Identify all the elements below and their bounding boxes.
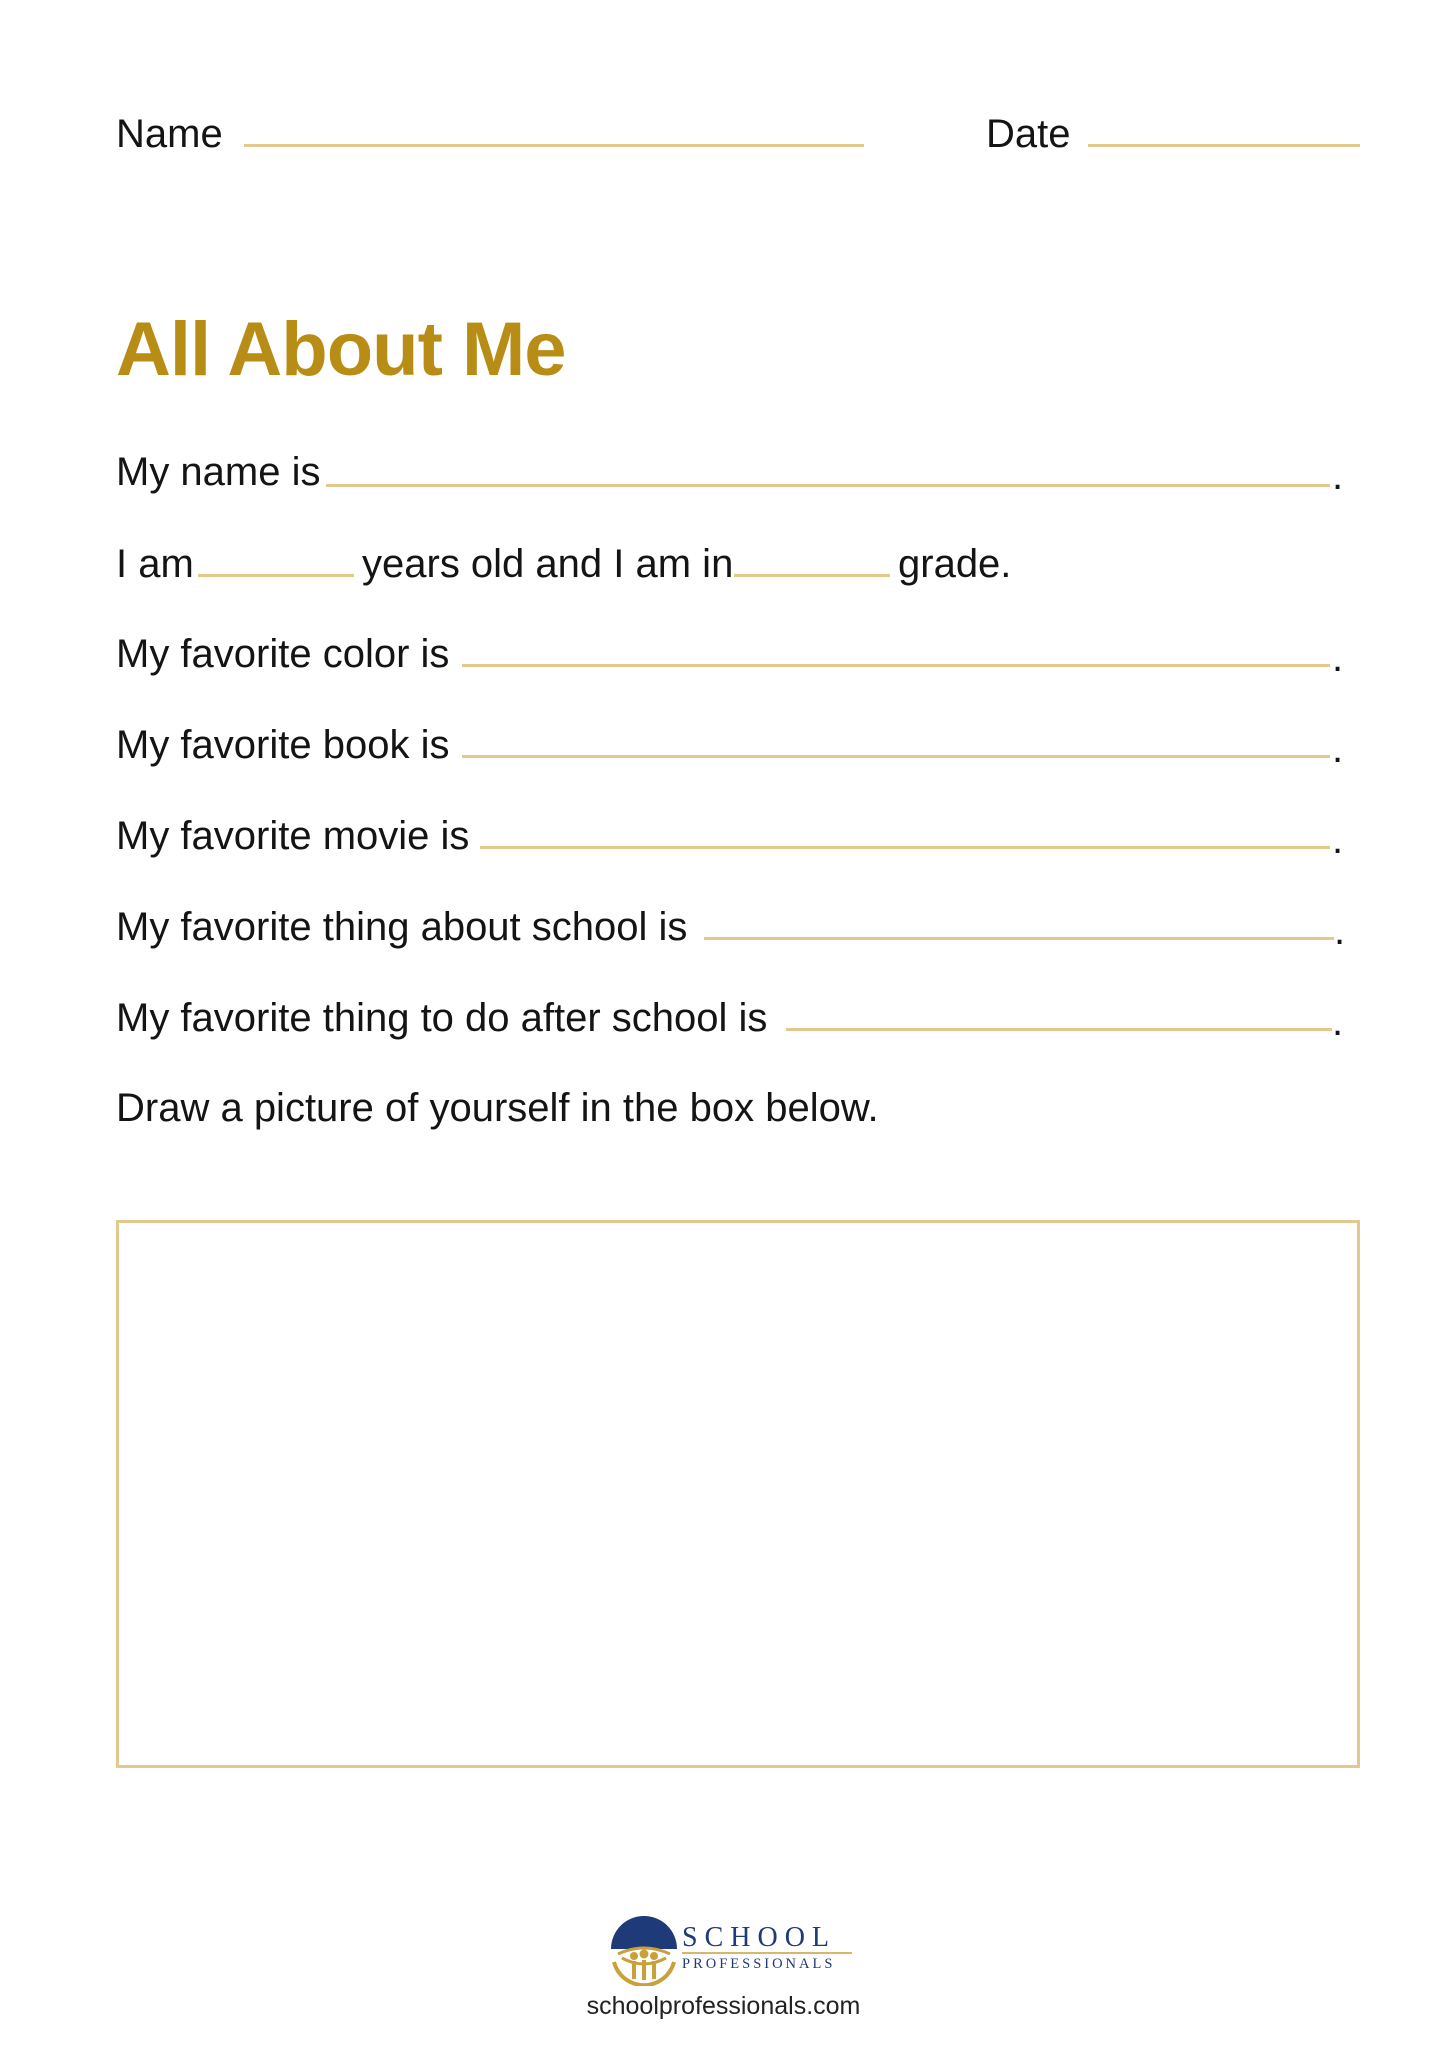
page-title: All About Me <box>116 307 566 392</box>
age-sentence-label: I am <box>116 542 194 586</box>
footer-url[interactable]: schoolprofessionals.com <box>586 1992 861 2020</box>
book-sentence-period: . <box>1332 727 1344 771</box>
after-school-sentence-label: My favorite thing to do after school is <box>116 996 768 1040</box>
book-sentence-label: My favorite book is <box>116 723 450 767</box>
logo-word-top: SCHOOL <box>682 1922 837 1953</box>
name-sentence-line[interactable] <box>326 484 1330 487</box>
date-label: Date <box>986 112 1071 156</box>
drawing-instruction: Draw a picture of yourself in the box below. <box>116 1086 879 1130</box>
book-field-line[interactable] <box>462 755 1330 758</box>
logo-emblem-icon <box>611 1916 677 1985</box>
age-field-line[interactable] <box>198 574 354 577</box>
age-sentence-suffix: grade. <box>898 542 1012 586</box>
school-field-line[interactable] <box>704 937 1334 940</box>
age-sentence-middle: years old and I am in <box>362 542 734 586</box>
color-sentence-period: . <box>1332 636 1344 680</box>
school-professionals-logo <box>608 1912 856 1986</box>
drawing-box[interactable] <box>116 1220 1360 1768</box>
movie-sentence-label: My favorite movie is <box>116 814 470 858</box>
movie-sentence-period: . <box>1332 818 1344 862</box>
name-sentence-label: My name is <box>116 450 321 494</box>
school-sentence-label: My favorite thing about school is <box>116 905 688 949</box>
date-field-line[interactable] <box>1088 144 1360 147</box>
color-field-line[interactable] <box>462 664 1330 667</box>
logo-word-bottom: PROFESSIONALS <box>682 1956 836 1972</box>
movie-field-line[interactable] <box>480 846 1330 849</box>
name-label: Name <box>116 112 223 156</box>
name-field-line[interactable] <box>244 144 864 147</box>
name-sentence-period: . <box>1332 454 1344 498</box>
color-sentence-label: My favorite color is <box>116 632 450 676</box>
school-sentence-period: . <box>1334 909 1346 953</box>
after-school-field-line[interactable] <box>786 1028 1332 1031</box>
grade-field-line[interactable] <box>734 574 890 577</box>
after-school-sentence-period: . <box>1332 1000 1344 1044</box>
